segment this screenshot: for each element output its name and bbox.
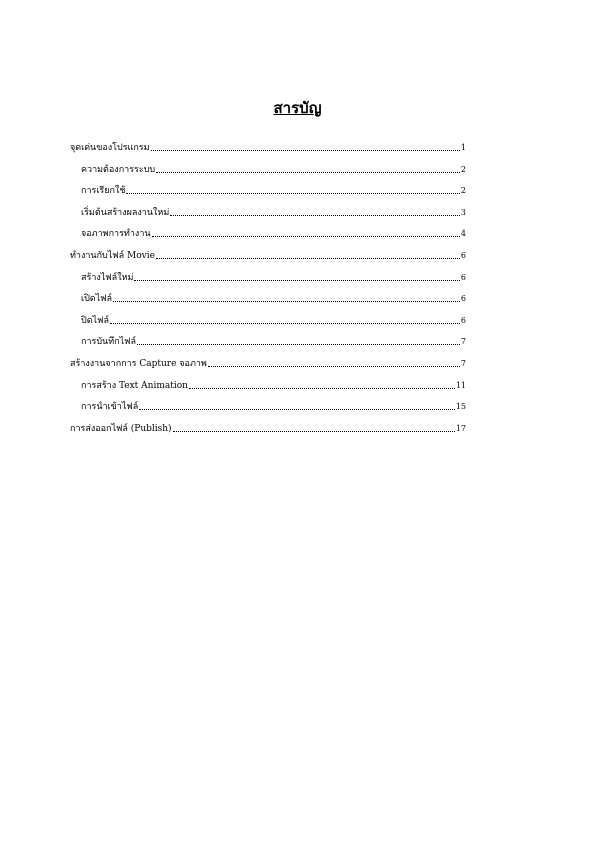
toc-page-number: 6: [460, 251, 466, 260]
toc-entry[interactable]: [81, 332, 466, 348]
toc-entry[interactable]: [81, 311, 466, 327]
toc-page-number: 3: [460, 207, 466, 217]
toc-page-number: 2: [460, 164, 466, 174]
toc-dot-leader: [113, 300, 460, 302]
toc-dot-leader: [208, 365, 460, 367]
toc-entry-text: เริ่มต้นสร้างผลงานใหม่: [81, 207, 170, 218]
toc-dot-leader: [110, 322, 460, 324]
toc-entry-text: การบันทึกไฟล์: [81, 337, 136, 348]
toc-entry-text: ทำงานกับไฟล์ Movie: [70, 251, 155, 261]
toc-page-number: 15: [455, 402, 466, 412]
toc-page-number: 1: [460, 143, 466, 152]
toc-entry-text: เปิดไฟล์: [81, 294, 113, 305]
toc-entry-text: สร้างงานจากการ Capture จอภาพ: [70, 359, 207, 369]
toc-entry[interactable]: [70, 419, 466, 435]
toc-page-number: 7: [460, 337, 466, 347]
toc-entry-text: จอภาพการทำงาน: [81, 229, 151, 240]
toc-entry-text: การส่งออกไฟล์ (Publish): [70, 423, 172, 434]
toc-entry[interactable]: [81, 203, 466, 219]
toc-entry-text: ความต้องการระบบ: [81, 164, 156, 175]
toc-entry-text: การนำเข้าไฟล์: [81, 402, 139, 413]
toc-entry[interactable]: [81, 160, 466, 176]
toc-page-number: 6: [460, 294, 466, 304]
toc-entry[interactable]: [81, 268, 466, 284]
toc-dot-leader: [126, 192, 459, 194]
toc-entry-text: จุดเด่นของโปรแกรม: [70, 143, 150, 153]
toc-entry[interactable]: [81, 224, 466, 240]
toc-dot-leader: [151, 149, 460, 151]
toc-entry[interactable]: [70, 138, 466, 154]
toc-page-number: 2: [460, 186, 466, 196]
toc-page-number: 4: [460, 229, 466, 239]
toc-entry-text: ปิดไฟล์: [81, 315, 109, 326]
toc-title: สารบัญ: [273, 99, 322, 117]
toc-dot-leader: [156, 171, 460, 173]
toc-entry[interactable]: [70, 246, 466, 262]
toc-dot-leader: [156, 257, 460, 259]
toc-page-number: 6: [460, 315, 466, 325]
toc-page-number: 7: [460, 359, 466, 368]
toc-page-number: 11: [455, 380, 466, 390]
toc-entry-text: การสร้าง Text Animation: [81, 380, 188, 391]
toc-page-number: 6: [460, 272, 466, 282]
toc-page-number: 17: [455, 423, 466, 433]
toc-entry[interactable]: [81, 376, 466, 392]
toc-dot-leader: [139, 408, 455, 410]
toc-entry-text: สร้างไฟล์ใหม่: [81, 272, 134, 283]
toc-entry[interactable]: [70, 354, 466, 370]
toc-dot-leader: [189, 387, 455, 389]
toc-dot-leader: [170, 214, 460, 216]
toc-entry[interactable]: [81, 397, 466, 413]
toc-entry[interactable]: [81, 289, 466, 305]
toc-entry-text: การเรียกใช้: [81, 186, 126, 197]
toc-dot-leader: [137, 343, 460, 345]
toc-dot-leader: [173, 430, 455, 432]
toc-dot-leader: [152, 235, 460, 237]
toc-entry[interactable]: [81, 181, 466, 197]
toc-dot-leader: [134, 279, 459, 281]
